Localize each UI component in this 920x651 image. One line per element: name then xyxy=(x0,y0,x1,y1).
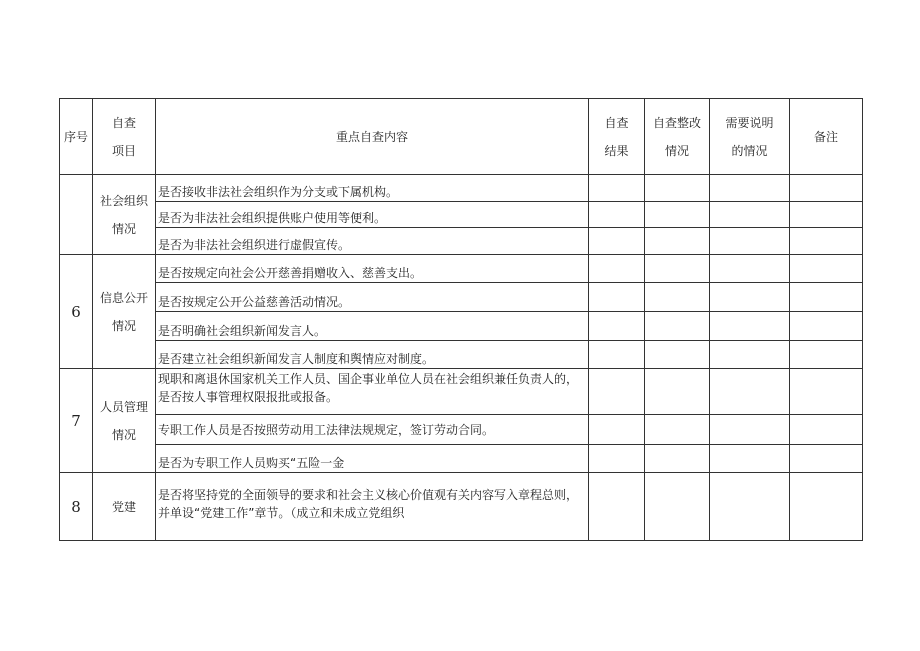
section-category xyxy=(93,175,156,255)
header-row xyxy=(60,99,863,175)
table-row xyxy=(60,175,863,202)
result-cell[interactable] xyxy=(589,175,645,202)
remark-cell[interactable] xyxy=(790,369,863,415)
explanation-cell[interactable] xyxy=(710,341,790,369)
rectification-cell[interactable] xyxy=(645,341,710,369)
check-item: 是否建立社会组织新闻发言人制度和舆情应对制度。 xyxy=(156,341,589,369)
header-result-line2: 结果 xyxy=(604,143,629,158)
result-cell[interactable] xyxy=(589,369,645,415)
rectification-cell[interactable] xyxy=(645,312,710,341)
explanation-cell[interactable] xyxy=(710,369,790,415)
header-item-line2: 项目 xyxy=(111,143,136,158)
rectification-cell[interactable] xyxy=(645,175,710,202)
result-cell[interactable] xyxy=(589,228,645,255)
section-number: 6 xyxy=(60,255,93,369)
category-line2: 情况 xyxy=(111,427,136,442)
check-item: 是否明确社会组织新闻发言人。 xyxy=(156,312,589,341)
result-cell[interactable] xyxy=(589,255,645,283)
rectification-cell[interactable] xyxy=(645,228,710,255)
header-item-line1: 自查 xyxy=(111,115,136,130)
result-cell[interactable] xyxy=(589,415,645,445)
table-row xyxy=(60,445,863,473)
table-row xyxy=(60,202,863,228)
rectification-cell[interactable] xyxy=(645,445,710,473)
check-item: 现职和离退休国家机关工作人员、国企事业单位人员在社会组织兼任负责人的，是否按人事管理权限报批或报备。 xyxy=(156,369,589,415)
explanation-cell[interactable] xyxy=(710,202,790,228)
category-line2: 情况 xyxy=(111,221,136,236)
explanation-cell[interactable] xyxy=(710,415,790,445)
category-line1: 社会组织 xyxy=(99,193,148,208)
header-result-line1: 自查 xyxy=(604,115,629,130)
remark-cell[interactable] xyxy=(790,202,863,228)
remark-cell[interactable] xyxy=(790,341,863,369)
header-rectification xyxy=(645,99,710,175)
section-number: 7 xyxy=(60,369,93,473)
self-inspection-table xyxy=(59,98,863,541)
header-rect-line2: 情况 xyxy=(664,143,689,158)
check-item: 是否接收非法社会组织作为分支或下属机构。 xyxy=(156,175,589,202)
remark-cell[interactable] xyxy=(790,228,863,255)
result-cell[interactable] xyxy=(589,445,645,473)
remark-cell[interactable] xyxy=(790,175,863,202)
explanation-cell[interactable] xyxy=(710,445,790,473)
header-remark: 备注 xyxy=(790,99,863,175)
header-item xyxy=(93,99,156,175)
section-category xyxy=(93,369,156,473)
category-line1: 党建 xyxy=(111,499,136,514)
explanation-cell[interactable] xyxy=(710,175,790,202)
check-item: 是否为非法社会组织进行虚假宣传。 xyxy=(156,228,589,255)
rectification-cell[interactable] xyxy=(645,369,710,415)
rectification-cell[interactable] xyxy=(645,415,710,445)
header-seq: 序号 xyxy=(60,99,93,175)
result-cell[interactable] xyxy=(589,283,645,312)
check-item: 是否按规定公开公益慈善活动情况。 xyxy=(156,283,589,312)
remark-cell[interactable] xyxy=(790,283,863,312)
result-cell[interactable] xyxy=(589,473,645,541)
table-row xyxy=(60,473,863,541)
header-explain-line1: 需要说明 xyxy=(725,115,774,130)
header-explain-line2: 的情况 xyxy=(731,143,768,158)
table-row xyxy=(60,283,863,312)
check-item: 是否将坚持党的全面领导的要求和社会主义核心价值观有关内容写入章程总则，并单设“党建工作”章节。（成立和未成立党组织 xyxy=(156,473,589,541)
result-cell[interactable] xyxy=(589,341,645,369)
category-line2: 情况 xyxy=(111,318,136,333)
remark-cell[interactable] xyxy=(790,473,863,541)
header-rect-line1: 自查整改 xyxy=(652,115,701,130)
header-result xyxy=(589,99,645,175)
check-item: 是否为非法社会组织提供账户使用等便利。 xyxy=(156,202,589,228)
explanation-cell[interactable] xyxy=(710,283,790,312)
section-number: 8 xyxy=(60,473,93,541)
header-explanation xyxy=(710,99,790,175)
category-line1: 信息公开 xyxy=(99,290,148,305)
table-row xyxy=(60,312,863,341)
category-line1: 人员管理 xyxy=(99,399,148,414)
check-item: 是否按规定向社会公开慈善捐赠收入、慈善支出。 xyxy=(156,255,589,283)
rectification-cell[interactable] xyxy=(645,202,710,228)
table-row xyxy=(60,415,863,445)
section-number xyxy=(60,175,93,255)
explanation-cell[interactable] xyxy=(710,473,790,541)
table-row xyxy=(60,228,863,255)
table-row xyxy=(60,341,863,369)
explanation-cell[interactable] xyxy=(710,255,790,283)
check-item: 专职工作人员是否按照劳动用工法律法规规定，签订劳动合同。 xyxy=(156,415,589,445)
rectification-cell[interactable] xyxy=(645,473,710,541)
table-row xyxy=(60,369,863,415)
remark-cell[interactable] xyxy=(790,255,863,283)
rectification-cell[interactable] xyxy=(645,255,710,283)
table-row xyxy=(60,255,863,283)
explanation-cell[interactable] xyxy=(710,312,790,341)
remark-cell[interactable] xyxy=(790,312,863,341)
section-category xyxy=(93,473,156,541)
rectification-cell[interactable] xyxy=(645,283,710,312)
header-content: 重点自查内容 xyxy=(156,99,589,175)
result-cell[interactable] xyxy=(589,312,645,341)
section-category xyxy=(93,255,156,369)
explanation-cell[interactable] xyxy=(710,228,790,255)
remark-cell[interactable] xyxy=(790,445,863,473)
result-cell[interactable] xyxy=(589,202,645,228)
remark-cell[interactable] xyxy=(790,415,863,445)
check-item: 是否为专职工作人员购买“五险一金 xyxy=(156,445,589,473)
